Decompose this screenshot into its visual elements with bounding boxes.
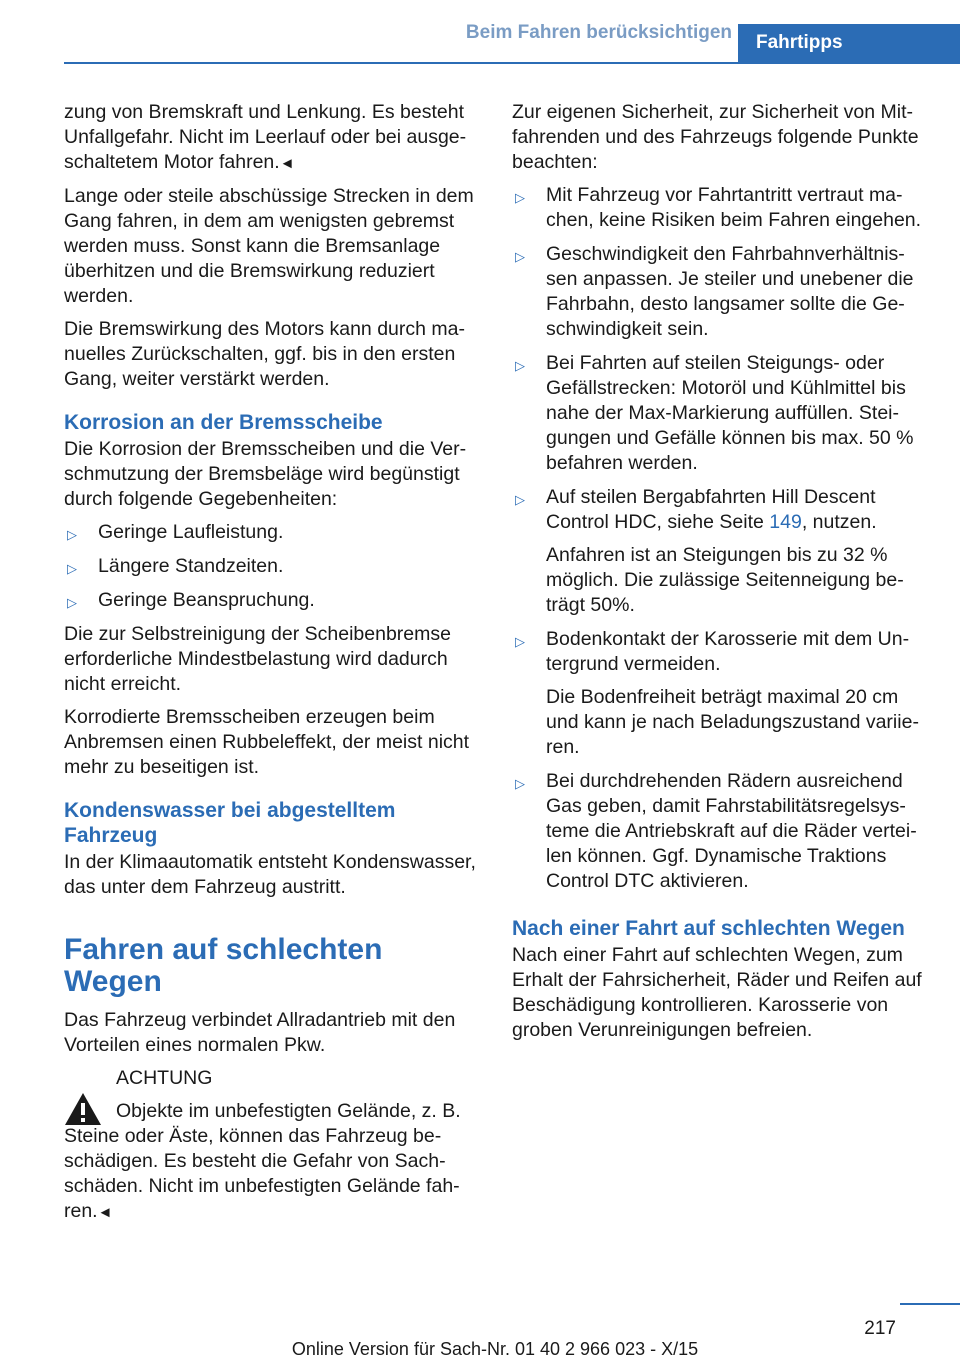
warning-title: ACHTUNG — [116, 1067, 213, 1089]
header-section-title: Beim Fahren berücksichtigen — [465, 22, 732, 43]
bullet-triangle-icon: ▷ — [67, 561, 77, 576]
paragraph-text: zung von Bremskraft und Lenkung. Es besteht Unfallgefahr. Nicht im Leerlauf oder bei ausgeschaltetem Motor fahren. — [64, 101, 467, 173]
list-item: ▷ Längere Standzeiten. — [64, 554, 480, 579]
subheading-korrosion: Korrosion an der Bremsscheibe — [64, 411, 383, 434]
subheading-kondenswasser: Kondenswasser bei abgestelltem Fahrzeug — [64, 799, 396, 847]
header-rule — [64, 62, 960, 64]
list-item: ▷ Mit Fahrzeug vor Fahrtantritt vertraut machen, keine Risiken beim Fahren eingehen. — [515, 184, 922, 231]
list-item: ▷ Bodenkontakt der Karosserie mit dem Untergrund vermeiden. Die Bodenfreiheit beträgt maximal 20 cm und kann je nach Beladungszustand variieren. — [512, 627, 928, 760]
bullet-triangle-icon: ▷ — [515, 776, 525, 791]
online-version-note: Online Version für Sach-Nr. 01 40 2 966 023 - X/15 — [291, 1339, 699, 1359]
subheading-nach-fahrt: Nach einer Fahrt auf schlechten Wegen — [512, 917, 905, 940]
list-item-subparagraph: Anfahren ist an Steigungen bis zu 32 % möglich. Die zulässige Seitenneigung beträgt 50%. — [546, 544, 904, 616]
list-item: ▷ Bei durchdrehenden Rädern ausreichend Gas geben, damit Fahrstabilitätsregelsysteme die Antriebskraft auf die Räder verteilen können. Ggf. Dynamische Traktions Control DTC aktivieren. — [515, 770, 917, 892]
section-heading-schlechte-wege: Fahren auf schlechten Wegen — [64, 933, 383, 998]
bullet-triangle-icon: ▷ — [515, 190, 525, 205]
bullet-list — [64, 520, 480, 613]
warning-text: Objekte im unbefestigten Gelände, z. B. Steine oder Äste, können das Fahrzeug beschädigen. Es besteht die Gefahr von Sachschäden. Nicht im unbefestigten Gelände fahren.◄ — [64, 1100, 461, 1222]
list-item-subparagraph: Die Bodenfreiheit beträgt maximal 20 cm und kann je nach Beladungszustand variieren. — [546, 686, 919, 758]
list-item: ▷ Geringe Laufleistung. — [64, 520, 480, 545]
end-mark-icon: ◄ — [97, 1204, 113, 1221]
paragraph: Die Bremswirkung des Motors kann durch manuelles Zurückschalten, ggf. bis in den ersten Gang, weiter verstärkt werden. — [64, 318, 465, 390]
bullet-list — [512, 183, 928, 894]
bullet-triangle-icon: ▷ — [515, 358, 525, 373]
list-item: ▷ Geschwindigkeit den Fahrbahnverhältnissen anpassen. Je steiler und unebener die Fahrbahn, desto langsamer sollte die Geschwindigkeit sein. — [515, 243, 914, 340]
list-item: ▷ Bei Fahrten auf steilen Steigungs- oder Gefällstrecken: Motoröl und Kühlmittel bis nahe der Max-Markierung auffüllen. Steigungen und Gefälle können bis max. 50 % befahren werden. — [515, 352, 914, 474]
paragraph: Die zur Selbstreinigung der Scheibenbremse erforderliche Mindestbelastung wird dadurch nicht erreicht. — [64, 623, 451, 695]
paragraph — [64, 100, 480, 176]
list-item: ▷ Geringe Beanspruchung. — [64, 588, 480, 613]
bullet-triangle-icon: ▷ — [67, 527, 77, 542]
header-chapter-tab: Fahrtipps — [738, 24, 960, 64]
page-number: 217 — [864, 1318, 896, 1339]
bullet-triangle-icon: ▷ — [67, 595, 77, 610]
footer-rule — [900, 1303, 960, 1305]
paragraph: Nach einer Fahrt auf schlechten Wegen, zum Erhalt der Fahrsicherheit, Räder und Reifen auf Beschädigung kontrollieren. Karosserie von groben Verunreinigungen befreien. — [512, 944, 922, 1041]
paragraph: Die Korrosion der Bremsscheiben und die Verschmutzung der Bremsbeläge wird begünstigt durch folgende Gegebenheiten: — [64, 438, 467, 510]
bullet-triangle-icon: ▷ — [515, 249, 525, 264]
bullet-triangle-icon: ▷ — [515, 492, 525, 507]
end-mark-icon: ◄ — [279, 155, 295, 172]
page-header — [0, 0, 960, 64]
page-reference-link[interactable]: 149 — [769, 511, 802, 533]
bullet-triangle-icon: ▷ — [515, 634, 525, 649]
paragraph: Lange oder steile abschüssige Strecken in dem Gang fahren, in dem am wenigsten gebremst werden muss. Sonst kann die Bremsanlage überhitzen und die Bremswirkung reduziert werden. — [64, 185, 474, 307]
paragraph: Korrodierte Bremsscheiben erzeugen beim Anbremsen einen Rubbeleffekt, der meist nicht mehr zu beseitigen ist. — [64, 706, 470, 778]
warning-box — [64, 1066, 480, 1225]
paragraph: Zur eigenen Sicherheit, zur Sicherheit von Mitfahrenden und des Fahrzeugs folgende Punkte beachten: — [512, 101, 919, 173]
paragraph: In der Klimaautomatik entsteht Kondenswasser, das unter dem Fahrzeug austritt. — [64, 851, 476, 898]
warning-triangle-icon — [64, 1092, 102, 1126]
left-column — [64, 100, 480, 1225]
list-item: ▷ Auf steilen Bergabfahrten Hill Descent Control HDC, siehe Seite 149, nutzen. Anfahren ist an Steigungen bis zu 32 % möglich. Die zulässige Seitenneigung beträgt 50%. — [512, 485, 928, 618]
right-column — [512, 100, 928, 1051]
paragraph: Das Fahrzeug verbindet Allradantrieb mit den Vorteilen eines normalen Pkw. — [64, 1009, 456, 1056]
